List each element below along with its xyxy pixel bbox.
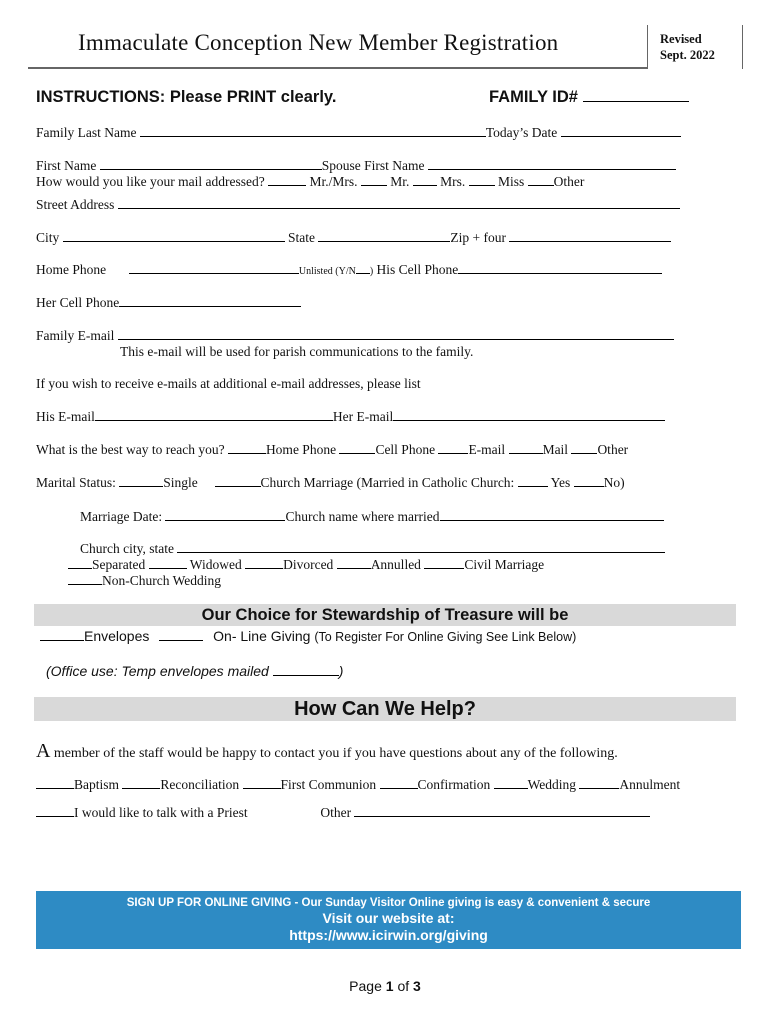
annulled-blank[interactable] [337,557,371,569]
todays-date-label: Today’s Date [485,125,558,140]
family-id-field[interactable] [489,88,689,107]
his-email-label: His E-mail [36,409,95,424]
mail-other-label: Other [553,174,585,189]
page-number [0,978,770,994]
her-cell-row [36,295,301,311]
office-use-row [46,663,343,679]
bw-mail-label: Mail [542,442,569,457]
help-band [34,697,736,721]
stewardship-options-row [40,628,576,644]
family-last-name-row [36,125,681,141]
mail-mrs-label: Mrs. [440,174,466,189]
home-phone-label: Home Phone [36,262,107,277]
envelopes-label: Envelopes [84,628,150,644]
wedding-label: Wedding [527,777,577,792]
additional-emails-note: If you wish to receive e-mails at additional e-mail addresses, please list [36,376,421,391]
street-address-label: Street Address [36,197,115,212]
yes-label: Yes [550,475,571,490]
online-giving-blank[interactable] [159,629,203,641]
his-her-email-row [36,409,665,425]
bw-mail-blank[interactable] [509,442,543,454]
help-heading: How Can We Help? [294,698,476,720]
bw-cell-blank[interactable] [339,442,375,454]
other-label: Other [320,805,352,820]
marital-status-label: Marital Status: [36,475,116,490]
banner-line-1: SIGN UP FOR ONLINE GIVING - Our Sunday Visitor Online giving is easy & convenient & secure [126,897,651,909]
city-label: City [36,230,60,245]
online-giving-banner [36,891,741,949]
mail-mrs-blank[interactable] [413,174,437,186]
annulled-label: Annulled [370,557,421,572]
talk-priest-row [36,805,650,821]
revised-box [647,25,743,69]
family-id-line[interactable] [583,88,689,102]
her-cell-input[interactable] [119,295,301,307]
office-use-label: (Office use: Temp envelopes mailed [46,663,269,679]
mail-mr-mrs-blank[interactable] [268,174,306,186]
home-phone-row [36,262,662,278]
marriage-date-input[interactable] [165,509,285,521]
separated-label: Separated [92,557,146,572]
stewardship-band [34,604,736,626]
of-word: of [397,978,410,994]
unlisted-input[interactable] [356,262,370,274]
online-giving-note: (To Register For Online Giving See Link Below) [314,630,577,644]
civil-marriage-blank[interactable] [424,557,464,569]
bw-home-blank[interactable] [228,442,266,454]
state-label: State [288,230,316,245]
help-intro [36,740,618,763]
spouse-first-name-label: Spouse First Name [321,158,425,173]
unlisted-label: Unlisted (Y/N [298,266,356,277]
family-id-label: FAMILY ID# [489,88,578,106]
city-state-zip-row [36,230,671,246]
family-email-row [36,328,674,344]
state-input[interactable] [318,230,450,242]
church-name-label: Church name where married [285,509,440,524]
confirmation-blank[interactable] [380,777,418,789]
church-marriage-label: Church Marriage (Married in Catholic Church: [260,475,515,490]
bw-email-blank[interactable] [438,442,468,454]
mail-address-question: How would you like your mail addressed? [36,174,265,189]
first-name-input[interactable] [100,158,322,170]
temp-envelopes-input[interactable] [273,664,339,676]
page-total: 3 [413,978,421,994]
separated-blank[interactable] [68,557,92,569]
zip-input[interactable] [509,230,671,242]
office-use-close: ) [338,663,344,679]
best-way-row [36,442,628,458]
her-email-input[interactable] [393,409,665,421]
church-name-input[interactable] [440,509,664,521]
family-last-name-input[interactable] [140,125,486,137]
page-word: Page [349,978,382,994]
civil-marriage-label: Civil Marriage [464,557,545,572]
divorced-blank[interactable] [245,557,283,569]
mail-address-row [36,174,584,190]
church-marriage-blank[interactable] [215,475,261,487]
email-note: This e-mail will be used for parish communications to the family. [120,344,474,359]
family-email-label: Family E-mail [36,328,115,343]
header-rule [28,67,742,69]
bw-email-label: E-mail [468,442,506,457]
wedding-blank[interactable] [494,777,528,789]
home-phone-input[interactable] [129,262,299,274]
family-email-input[interactable] [118,328,674,340]
marriage-date-label: Marriage Date: [80,509,163,524]
yes-blank[interactable] [518,475,548,487]
church-city-input[interactable] [177,541,665,553]
non-church-wedding-blank[interactable] [68,573,102,585]
baptism-blank[interactable] [36,777,74,789]
unlisted-close: ) [369,266,374,277]
stewardship-heading: Our Choice for Stewardship of Treasure will be [201,606,569,624]
first-communion-label: First Communion [280,777,377,792]
help-options-row [36,777,680,793]
city-input[interactable] [63,230,285,242]
non-church-row [68,573,221,589]
mail-miss-blank[interactable] [469,174,495,186]
widowed-label: Widowed [189,557,242,572]
his-cell-label: His Cell Phone [376,262,459,277]
his-email-input[interactable] [95,409,333,421]
her-cell-label: Her Cell Phone [36,295,120,310]
revised-date: Sept. 2022 [660,48,715,62]
bw-home-label: Home Phone [265,442,337,457]
talk-priest-label: I would like to talk with a Priest [74,805,248,820]
talk-priest-blank[interactable] [36,805,74,817]
single-blank[interactable] [119,475,163,487]
first-communion-blank[interactable] [243,777,281,789]
online-giving-label: On- Line Giving [213,628,311,644]
bw-other-blank[interactable] [571,442,597,454]
marital-status-row [36,475,625,491]
zip-label: Zip + four [450,230,506,245]
divorced-label: Divorced [283,557,334,572]
street-address-row [36,197,680,213]
her-email-label: Her E-mail [332,409,394,424]
status-options-row [68,557,544,573]
mail-other-blank[interactable] [528,174,554,186]
his-cell-input[interactable] [458,262,662,274]
no-label: No) [603,475,625,490]
marriage-date-row [80,509,664,525]
church-city-row [80,541,665,557]
reconciliation-label: Reconciliation [160,777,240,792]
bw-other-label: Other [597,442,629,457]
giving-link[interactable]: https://www.icirwin.org/giving [289,927,488,943]
church-city-label: Church city, state [80,541,174,556]
widowed-blank[interactable] [149,557,187,569]
help-intro-initial: A [36,740,51,762]
annulment-label: Annulment [619,777,681,792]
banner-line-2: Visit our website at: [322,910,455,926]
page-current: 1 [385,978,394,994]
best-way-label: What is the best way to reach you? [36,442,225,457]
single-label: Single [163,475,198,490]
family-last-name-label: Family Last Name [36,125,137,140]
non-church-wedding-label: Non-Church Wedding [102,573,222,588]
form-title: Immaculate Conception New Member Registration [78,30,559,55]
mail-mr-label: Mr. [390,174,410,189]
instructions: INSTRUCTIONS: Please PRINT clearly. [36,88,337,106]
first-name-row [36,158,676,174]
no-blank[interactable] [574,475,604,487]
baptism-label: Baptism [74,777,120,792]
confirmation-label: Confirmation [417,777,491,792]
other-input[interactable] [354,805,650,817]
help-intro-text: member of the staff would be happy to contact you if you have questions about any of the following. [53,746,618,761]
mail-mr-mrs-label: Mr./Mrs. [309,174,358,189]
envelopes-blank[interactable] [40,629,84,641]
bw-cell-label: Cell Phone [375,442,436,457]
street-address-input[interactable] [118,197,680,209]
first-name-label: First Name [36,158,97,173]
annulment-blank[interactable] [579,777,619,789]
mail-mr-blank[interactable] [361,174,387,186]
spouse-first-name-input[interactable] [428,158,676,170]
reconciliation-blank[interactable] [122,777,160,789]
mail-miss-label: Miss [498,174,525,189]
todays-date-input[interactable] [561,125,681,137]
revised-label: Revised [660,32,702,46]
